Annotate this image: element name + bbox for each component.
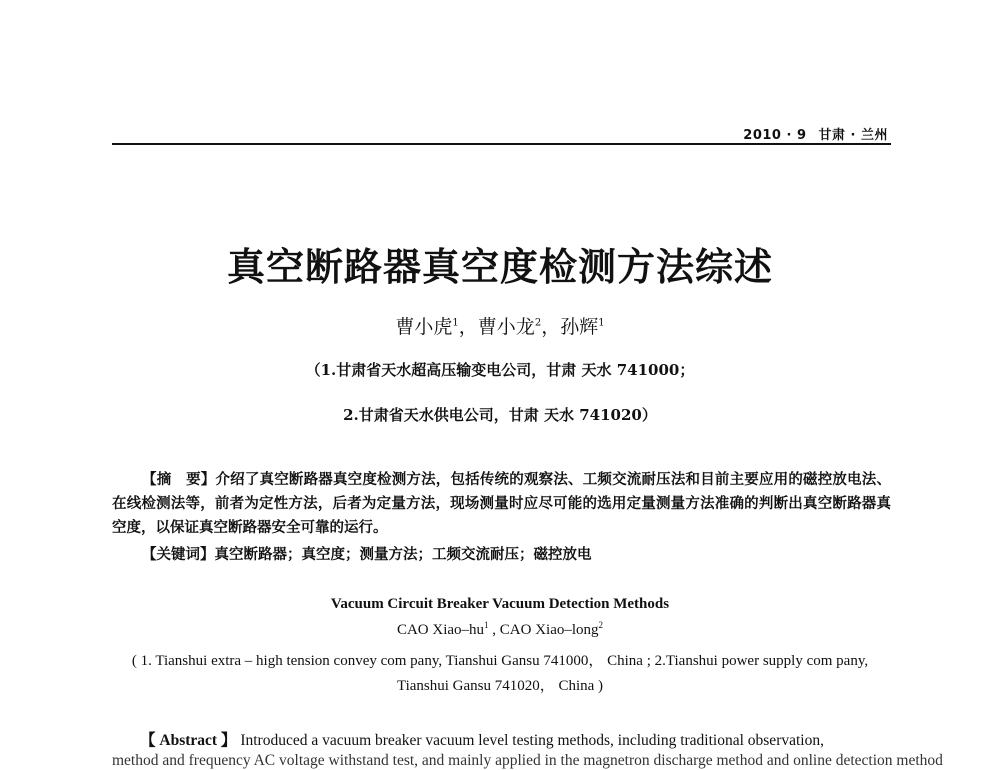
author-3: 孙辉 — [560, 316, 599, 338]
author-1: 曹小虎 — [395, 316, 453, 338]
abstract-en-text: Introduced a vacuum breaker vacuum level testing methods, including traditional observation, — [240, 732, 824, 749]
year-issue: 2010 · 9 — [743, 128, 807, 143]
header-rule — [112, 143, 891, 145]
paper-title-cn: 真空断路器真空度检测方法综述 — [226, 244, 773, 289]
authors-cn: 曹小虎$^1$，曹小龙$^2$，孙辉$^1$ — [395, 316, 605, 338]
author-en-2-sup: 2 — [598, 620, 604, 630]
author-en-2: CAO Xiao–long — [499, 622, 599, 638]
authors-en: CAO Xiao–$hu^1$ , CAO Xiao–long$^2$ — [396, 620, 604, 638]
keywords-cn — [142, 543, 592, 564]
author-2: 曹小龙 — [477, 316, 535, 338]
author-2-sup: 2 — [534, 317, 542, 329]
abstract-cn-text: 介绍了真空断路器真空度检测方法，包括传统的观察法、工频交流耐压法和目前主要应用的磁控放电法、在线检测法等，前者为定性方法，后者为定量方法，现场测量时应尽可能的选用定量测量方法准确的判断出真空断路器真空度，以保证真空断路器安全可靠的运行。 — [112, 471, 891, 536]
journal-header — [743, 124, 888, 143]
abstract-cn-label: 【摘 要】 — [142, 471, 216, 488]
keywords-cn-text: 真空断路器；真空度；测量方法；工频交流耐压；磁控放电 — [214, 546, 592, 563]
author-en-1: CAO Xiao–hu — [396, 622, 485, 638]
abstract-en-cut-line: method and frequency AC voltage withstand test, and mainly applied in the magnetron discharge method and online detection method — [112, 752, 943, 769]
abstract-cn — [112, 468, 891, 540]
paper-title-en: Vacuum Circuit Breaker Vacuum Detection Methods — [330, 596, 670, 612]
abstract-en-label: 【 Abstract 】 — [140, 732, 237, 749]
keywords-cn-label: 【关键词】 — [142, 546, 215, 563]
author-en-1-sup: 1 — [484, 620, 489, 630]
abstract-en — [140, 728, 895, 750]
affiliations-en: ( 1. Tianshui extra – high tension convey com pany, Tianshui Gansu 741000， China ; 2.Tianshui power supply com pany, Tianshui Gansu 741020， China ) — [131, 653, 869, 694]
conference-location: 甘肃 · 兰州 — [818, 128, 888, 143]
author-3-sup: 1 — [598, 317, 605, 329]
affiliation-cn-line-1: （1.甘肃省天水超高压输变电公司，甘肃 天水 741000； — [305, 361, 695, 379]
affiliation-cn-line-2: 2.甘肃省天水供电公司，甘肃 天水 741020） — [343, 406, 657, 424]
author-1-sup: 1 — [452, 317, 459, 329]
